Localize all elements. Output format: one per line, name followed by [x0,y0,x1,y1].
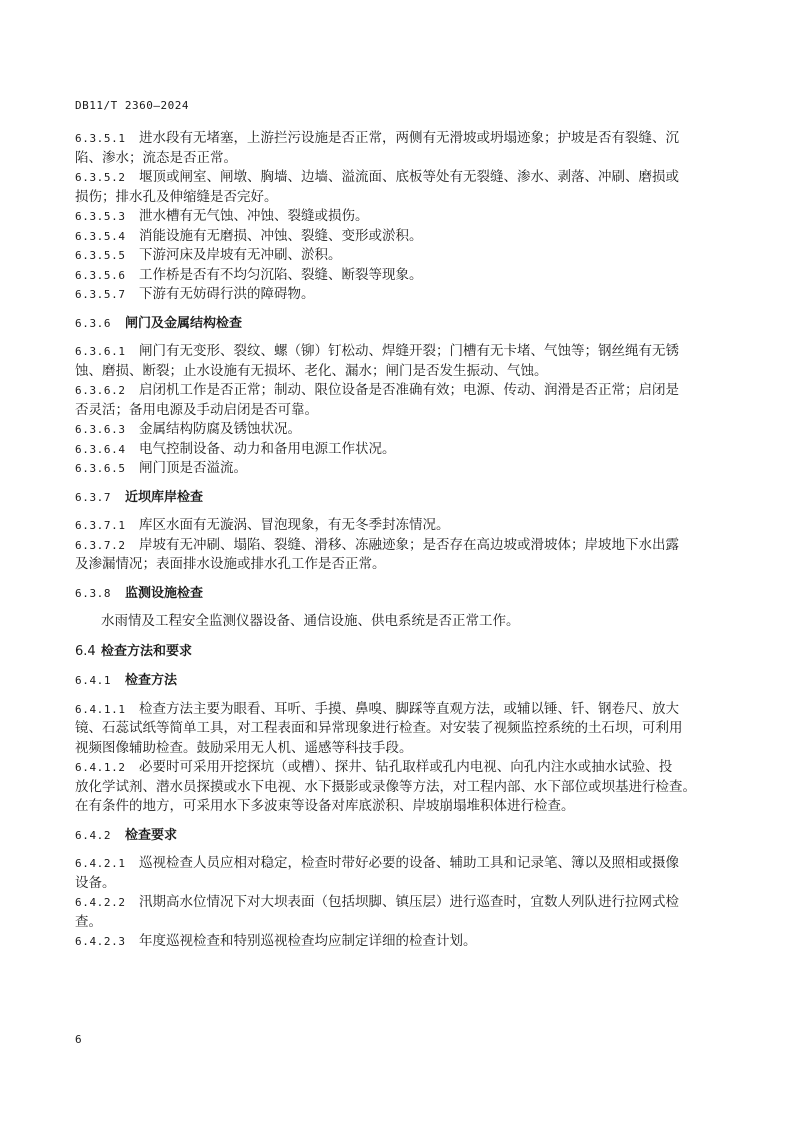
clause-6-4-1-1-cont-1: 镜、石蕊试纸等简单工具，对工程表面和异常现象进行检查。对安装了视频监控系统的土石坝，可利用 [75,720,683,736]
clause-6-4-2-2-cont: 查。 [75,913,102,930]
clause-6-4-1-2-cont-1: 放化学试剂、潜水员探摸或水下电视、水下摄影或录像等方法，对工程内部、水下部位或坝基进行检查。 [75,778,696,795]
clause-6-3-6-2: 6.3.6.2 启闭机工作是否正常；制动、限位设备是否准确有效；电源、传动、润滑是否正常；启闭是 [75,382,679,398]
clause-6-4-2-3: 6.4.2.3 年度巡视检查和特别巡视检查均应制定详细的检查计划。 [75,933,477,949]
section-6-3-8-body: 水雨情及工程安全监测仪器设备、通信设施、供电系统是否正常工作。 [101,613,520,629]
clause-6-3-7-2-cont: 及渗漏情况；表面排水设施或排水孔工作是否正常。 [75,556,386,572]
clause-6-3-5-2: 6.3.5.2 堰顶或闸室、闸墩、胸墙、边墙、溢流面、底板等处有无裂缝、渗水、剥落、冲刷、磨损或 [75,169,679,185]
clause-6-4-1-2: 6.4.1.2 必要时可采用开挖探坑（或槽）、探井、钻孔取样或孔内电视、向孔内注水或抽水试验、投 [75,759,673,775]
section-6-4-heading: 6.4 检查方法和要求 [75,643,193,659]
section-6-4-1-heading: 6.4.1 检查方法 [75,673,178,688]
clause-6-3-5-4: 6.3.5.4 消能设施有无磨损、冲蚀、裂缝、变形或淤积。 [75,227,423,244]
clause-6-4-1-2-cont-2: 在有条件的地方，可采用水下多波束等设备对库底淤积、岸坡崩塌堆积体进行检查。 [75,798,575,814]
section-6-3-8-heading: 6.3.8 监测设施检查 [75,585,204,601]
clause-6-3-5-2-cont: 损伤；排水孔及伸缩缝是否完好。 [75,188,278,205]
clause-6-4-1-1: 6.4.1.1 检查方法主要为眼看、耳听、手摸、鼻嗅、脚踩等直观方法，或辅以锤、钎、钢卷尺、放大 [75,700,679,717]
clause-6-3-6-3: 6.3.6.3 金属结构防腐及锈蚀状况。 [75,421,301,437]
page-content [75,129,720,952]
clause-6-4-2-1-cont: 设备。 [75,874,116,891]
clause-6-3-6-4: 6.3.6.4 电气控制设备、动力和备用电源工作状况。 [75,440,396,457]
clause-6-3-5-1: 6.3.5.1 进水段有无堵塞，上游拦污设施是否正常，两侧有无滑坡或坍塌迹象；护坡是否有裂缝、沉 [75,130,679,146]
clause-6-3-5-3: 6.3.5.3 泄水槽有无气蚀、冲蚀、裂缝或损伤。 [75,208,369,224]
page-number: 6 [75,1033,82,1046]
section-6-4-2-heading: 6.4.2 检查要求 [75,827,178,843]
section-6-3-6-heading: 6.3.6 闸门及金属结构检查 [75,315,243,331]
clause-6-3-6-5: 6.3.6.5 闸门顶是否溢流。 [75,460,247,476]
clause-6-3-5-5: 6.3.5.5 下游河床及岸坡有无冲刷、淤积。 [75,247,342,263]
clause-6-4-2-2: 6.4.2.2 汛期高水位情况下对大坝表面（包括坝脚、镇压层）进行巡查时，宜数人列队进行拉网式检 [75,894,679,910]
section-6-3-7-heading: 6.3.7 近坝库岸检查 [75,489,204,505]
clause-6-3-5-1-cont: 陷、渗水；流态是否正常。 [75,149,237,166]
clause-6-3-5-6: 6.3.5.6 工作桥是否有不均匀沉陷、裂缝、断裂等现象。 [75,266,423,283]
clause-6-3-5-7: 6.3.5.7 下游有无妨碍行洪的障碍物。 [75,286,315,302]
clause-6-3-7-2: 6.3.7.2 岸坡有无冲刷、塌陷、裂缝、滑移、冻融迹象；是否存在高边坡或滑坡体；岸坡地下水出露 [75,536,679,553]
standard-header: DB11/T 2360—2024 [75,99,189,112]
clause-6-3-7-1: 6.3.7.1 库区水面有无漩涡、冒泡现象，有无冬季封冻情况。 [75,517,450,533]
clause-6-3-6-1-cont: 蚀、磨损、断裂；止水设施有无损坏、老化、漏水；闸门是否发生振动、气蚀。 [75,362,548,379]
clause-6-4-1-1-cont-2: 视频图像辅助检查。鼓励采用无人机、遥感等科技手段。 [75,739,413,756]
clause-6-3-6-2-cont: 否灵活；备用电源及手动启闭是否可靠。 [75,401,318,418]
clause-6-4-2-1: 6.4.2.1 巡视检查人员应相对稳定，检查时带好必要的设备、辅助工具和记录笔、簿以及照相或摄像 [75,855,679,871]
clause-6-3-6-1: 6.3.6.1 闸门有无变形、裂纹、螺（铆）钉松动、焊缝开裂；门槽有无卡堵、气蚀等；钢丝绳有无锈 [75,343,679,359]
